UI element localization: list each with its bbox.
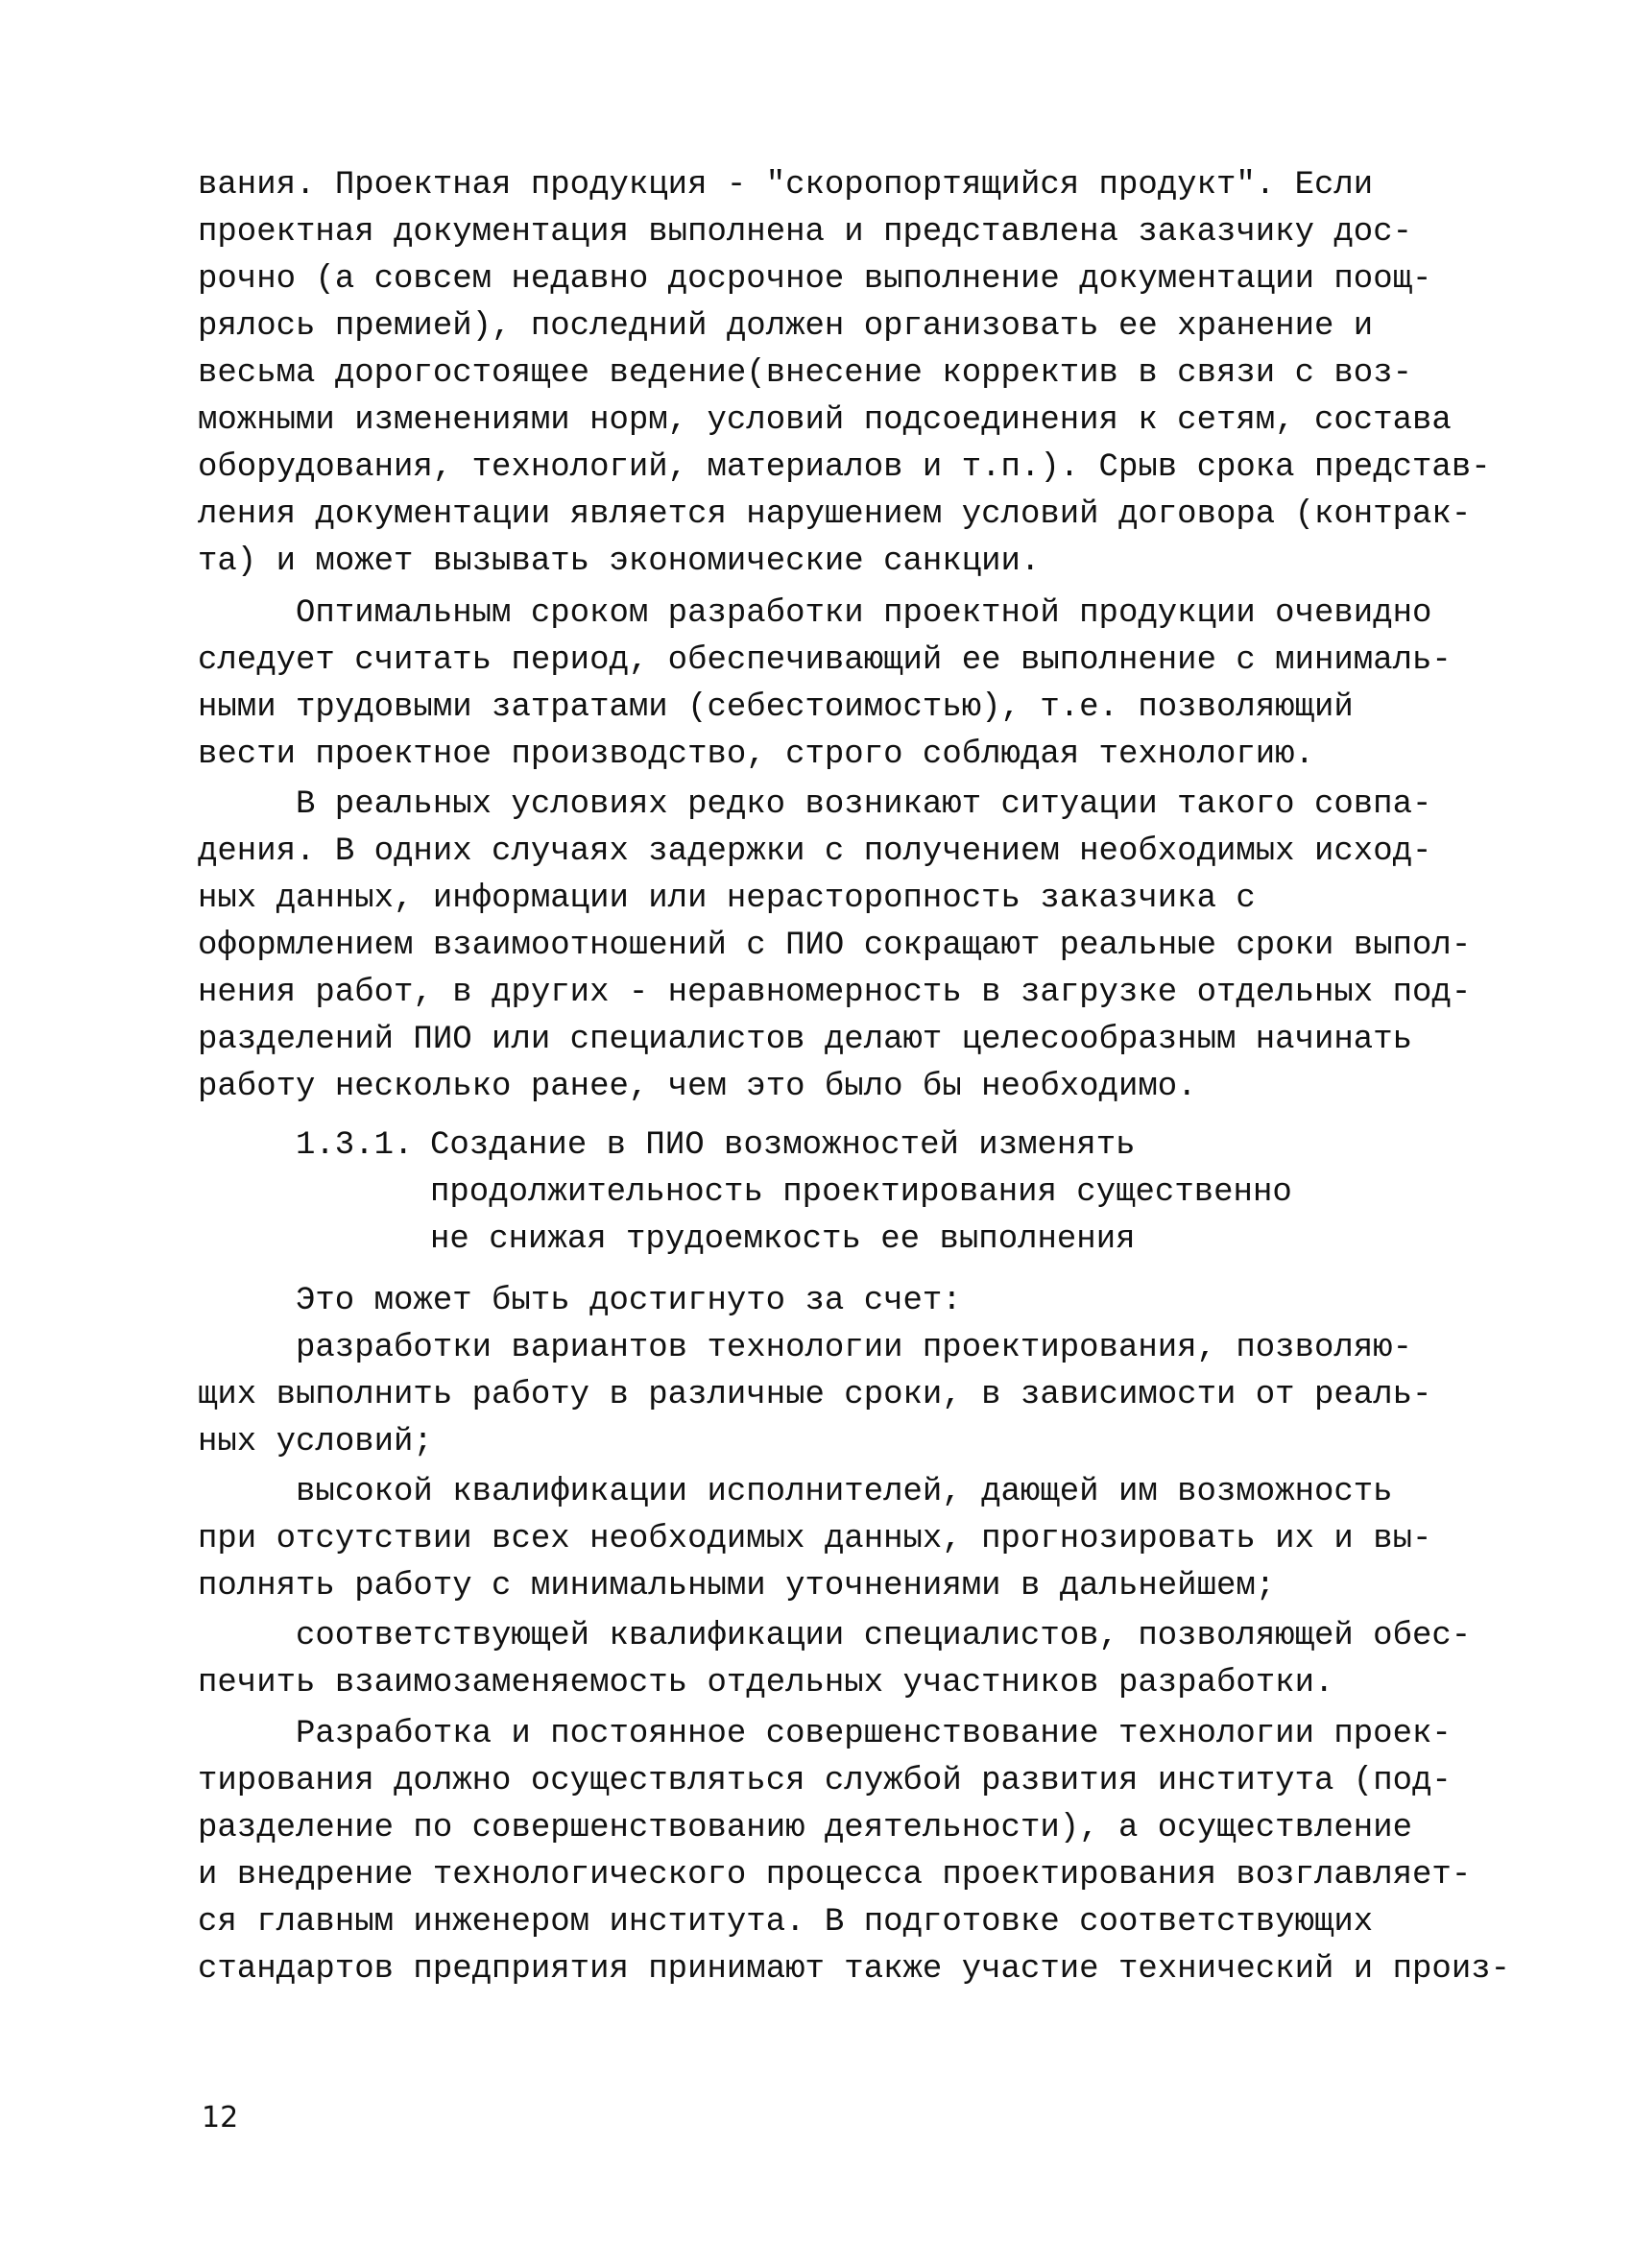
text-line: высокой квалификации исполнителей, дающей им возможность — [296, 1474, 1393, 1510]
text-line: вести проектное производство, строго соблюдая технологию. — [198, 736, 1314, 773]
text-line: рочно (а совсем недавно досрочное выполнение документации поощ- — [198, 261, 1432, 298]
section-title-line: Создание в ПИО возможностей изменять — [430, 1127, 1136, 1164]
text-line: ными трудовыми затратами (себестоимостью), т.е. позволяющий — [198, 689, 1354, 726]
text-line: Оптимальным сроком разработки проектной продукции очевидно — [296, 595, 1432, 632]
text-line: дения. В одних случаях задержки с получением необходимых исход- — [198, 833, 1432, 870]
text-line: и внедрение технологического процесса проектирования возглавляет- — [198, 1857, 1472, 1894]
text-line: ных данных, информации или нерасторопность заказчика с — [198, 881, 1256, 917]
text-line: оформлением взаимоотношений с ПИО сокращают реальные сроки выпол- — [198, 928, 1472, 964]
text-line: разработки вариантов технологии проектирования, позволяю- — [296, 1330, 1412, 1366]
text-line: стандартов предприятия принимают также участие технический и произ- — [198, 1951, 1511, 1988]
text-line: Это может быть достигнуто за счет: — [296, 1283, 962, 1319]
text-line: разделение по совершенствованию деятельности), а осуществление — [198, 1810, 1413, 1846]
text-line: полнять работу с минимальными уточнениями в дальнейшем; — [198, 1568, 1276, 1604]
text-line: ных условий; — [198, 1424, 433, 1460]
text-line: та) и может вызывать экономические санкции. — [198, 543, 1041, 580]
text-line: рялось премией), последний должен организовать ее хранение и — [198, 308, 1374, 345]
text-line: ся главным инженером института. В подготовке соответствующих — [198, 1904, 1374, 1941]
text-line: проектная документация выполнена и представлена заказчику дос- — [198, 214, 1413, 251]
text-line: соответствующей квалификации специалистов, позволяющей обес- — [296, 1618, 1472, 1654]
text-line: Разработка и постоянное совершенствование технологии проек- — [296, 1716, 1452, 1752]
text-line: следует считать период, обеспечивающий ее выполнение с минималь- — [198, 642, 1452, 679]
text-line: можными изменениями норм, условий подсоединения к сетям, состава — [198, 402, 1452, 439]
page-number: 12 — [202, 2101, 239, 2135]
section-title-line: не снижая трудоемкость ее выполнения — [430, 1221, 1136, 1258]
section-title-line: продолжительность проектирования существенно — [430, 1174, 1292, 1211]
text-line: В реальных условиях редко возникают ситуации такого совпа- — [296, 786, 1432, 823]
text-line: работу несколько ранее, чем это было бы необходимо. — [198, 1069, 1197, 1105]
text-line: ления документации является нарушением условий договора (контрак- — [198, 496, 1472, 533]
text-line: при отсутствии всех необходимых данных, прогнозировать их и вы- — [198, 1521, 1432, 1557]
text-line: оборудования, технологий, материалов и т.п.). Срыв срока представ- — [198, 449, 1491, 486]
text-line: нения работ, в других - неравномерность в загрузке отдельных под- — [198, 975, 1472, 1011]
text-line: тирования должно осуществляться службой развития института (под- — [198, 1763, 1452, 1799]
section-number: 1.3.1. — [296, 1127, 414, 1164]
text-line: вания. Проектная продукция - "скоропортящийся продукт". Если — [198, 167, 1374, 204]
text-line: разделений ПИО или специалистов делают целесообразным начинать — [198, 1022, 1413, 1058]
text-line: печить взаимозаменяемость отдельных участников разработки. — [198, 1665, 1334, 1701]
text-line: весьма дорогостоящее ведение(внесение корректив в связи с воз- — [198, 355, 1413, 392]
text-line: щих выполнить работу в различные сроки, в зависимости от реаль- — [198, 1377, 1432, 1413]
